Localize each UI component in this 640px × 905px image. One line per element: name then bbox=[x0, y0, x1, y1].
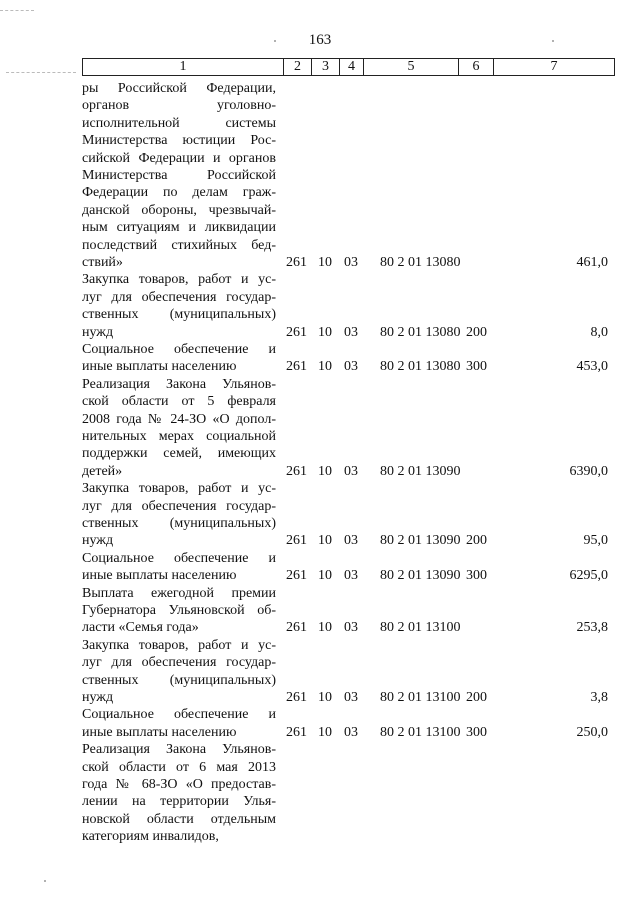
expense-type-code: 200 bbox=[466, 324, 487, 340]
header-col-4: 4 bbox=[340, 59, 364, 76]
description-line: ласти «Семья года» bbox=[82, 620, 199, 636]
description-line: 2008 года № 24-ЗО «О допол- bbox=[82, 411, 276, 427]
header-col-5: 5 bbox=[364, 59, 459, 76]
scan-artifact bbox=[44, 880, 46, 882]
description-line: иные выплаты населению bbox=[82, 724, 237, 740]
description-line: ствий» bbox=[82, 254, 123, 270]
table-row bbox=[82, 341, 622, 376]
row-values bbox=[82, 532, 622, 549]
description-line: луг для обеспечения государ- bbox=[82, 498, 276, 514]
description-line: исполнительной системы bbox=[82, 115, 276, 131]
description-line: Федерации по делам граж- bbox=[82, 185, 276, 201]
admin-code: 261 bbox=[286, 568, 307, 584]
table-row bbox=[82, 80, 622, 271]
subsection-code: 03 bbox=[344, 324, 358, 340]
description-line: Министерства Российской bbox=[82, 167, 276, 183]
description-line: луг для обеспечения государ- bbox=[82, 655, 276, 671]
description-line: нительных мерах социальной bbox=[82, 428, 276, 444]
description-line: ры Российской Федерации, bbox=[82, 81, 276, 96]
description-line: Реализация Закона Ульянов- bbox=[82, 376, 276, 392]
row-description bbox=[82, 80, 276, 271]
admin-code: 261 bbox=[286, 255, 307, 270]
description-line: Социальное обеспечение и bbox=[82, 550, 276, 566]
description-line: Реализация Закона Ульянов- bbox=[82, 742, 276, 758]
subsection-code: 03 bbox=[344, 255, 358, 270]
scan-edge-mark bbox=[0, 10, 34, 11]
section-code: 10 bbox=[318, 359, 332, 375]
description-line: последствий стихийных бед- bbox=[82, 237, 276, 253]
header-col-1: 1 bbox=[83, 59, 284, 76]
target-article-code: 80 2 01 13100 bbox=[380, 689, 461, 705]
row-description bbox=[82, 741, 276, 845]
description-line: нужд bbox=[82, 324, 114, 340]
description-line: Закупка товаров, работ и ус- bbox=[82, 481, 276, 497]
table-row bbox=[82, 376, 622, 480]
subsection-code: 03 bbox=[344, 689, 358, 705]
description-line: иные выплаты населению bbox=[82, 568, 237, 584]
description-line: нужд bbox=[82, 689, 114, 705]
row-values bbox=[82, 324, 622, 341]
section-code: 10 bbox=[318, 324, 332, 340]
amount: 6390,0 bbox=[569, 463, 608, 479]
section-code: 10 bbox=[318, 620, 332, 636]
table-row bbox=[82, 741, 622, 845]
amount: 6295,0 bbox=[569, 568, 608, 584]
row-values bbox=[82, 689, 622, 706]
scan-edge-mark bbox=[6, 72, 76, 73]
description-line: Социальное обеспечение и bbox=[82, 707, 276, 723]
description-line: Губернатора Ульяновской об- bbox=[82, 602, 276, 618]
header-col-6: 6 bbox=[459, 59, 494, 76]
admin-code: 261 bbox=[286, 359, 307, 375]
expense-type-code: 300 bbox=[466, 568, 487, 584]
row-values bbox=[82, 254, 622, 271]
description-line: ственных (муниципальных) bbox=[82, 515, 276, 531]
description-line: ным ситуациям и ликвидации bbox=[82, 220, 276, 236]
description-line: лении на территории Улья- bbox=[82, 794, 276, 810]
scan-artifact bbox=[274, 40, 276, 42]
subsection-code: 03 bbox=[344, 724, 358, 740]
description-line: новской области отдельным bbox=[82, 811, 276, 827]
target-article-code: 80 2 01 13090 bbox=[380, 533, 461, 549]
table-row bbox=[82, 637, 622, 707]
row-values bbox=[82, 567, 622, 584]
page-number: 163 bbox=[308, 32, 332, 48]
target-article-code: 80 2 01 13100 bbox=[380, 620, 461, 636]
subsection-code: 03 bbox=[344, 568, 358, 584]
section-code: 10 bbox=[318, 689, 332, 705]
table-header-row bbox=[82, 58, 615, 76]
description-line: сийской Федерации и органов bbox=[82, 150, 276, 166]
amount: 95,0 bbox=[583, 533, 608, 549]
amount: 3,8 bbox=[590, 689, 608, 705]
admin-code: 261 bbox=[286, 689, 307, 705]
table-row bbox=[82, 706, 622, 741]
row-values bbox=[82, 724, 622, 741]
description-line: Социальное обеспечение и bbox=[82, 342, 276, 357]
table-row bbox=[82, 585, 622, 637]
amount: 250,0 bbox=[576, 724, 608, 740]
description-line: Выплата ежегодной премии bbox=[82, 585, 276, 601]
target-article-code: 80 2 01 13090 bbox=[380, 568, 461, 584]
admin-code: 261 bbox=[286, 324, 307, 340]
table-row bbox=[82, 480, 622, 550]
target-article-code: 80 2 01 13080 bbox=[380, 324, 461, 340]
admin-code: 261 bbox=[286, 620, 307, 636]
header-col-7: 7 bbox=[494, 59, 615, 76]
header-col-2: 2 bbox=[284, 59, 312, 76]
amount: 453,0 bbox=[576, 359, 608, 375]
header-col-3: 3 bbox=[312, 59, 340, 76]
description-line: ской области от 6 мая 2013 bbox=[82, 759, 276, 775]
amount: 253,8 bbox=[576, 620, 608, 636]
subsection-code: 03 bbox=[344, 463, 358, 479]
row-values bbox=[82, 463, 622, 480]
description-line: нужд bbox=[82, 533, 114, 549]
description-line: данской обороны, чрезвычай- bbox=[82, 202, 276, 218]
description-line: детей» bbox=[82, 463, 123, 479]
amount: 8,0 bbox=[590, 324, 608, 340]
description-line: года № 68-ЗО «О предостав- bbox=[82, 776, 276, 792]
expense-type-code: 200 bbox=[466, 689, 487, 705]
expense-type-code: 200 bbox=[466, 533, 487, 549]
description-line: ской области от 5 февраля bbox=[82, 394, 276, 410]
description-line: Закупка товаров, работ и ус- bbox=[82, 272, 276, 288]
section-code: 10 bbox=[318, 568, 332, 584]
table-row bbox=[82, 271, 622, 341]
admin-code: 261 bbox=[286, 463, 307, 479]
subsection-code: 03 bbox=[344, 533, 358, 549]
expense-type-code: 300 bbox=[466, 359, 487, 375]
section-code: 10 bbox=[318, 533, 332, 549]
description-line: Закупка товаров, работ и ус- bbox=[82, 637, 276, 653]
section-code: 10 bbox=[318, 463, 332, 479]
section-code: 10 bbox=[318, 724, 332, 740]
section-code: 10 bbox=[318, 255, 332, 270]
description-line: иные выплаты населению bbox=[82, 359, 237, 375]
target-article-code: 80 2 01 13080 bbox=[380, 255, 461, 270]
expense-type-code: 300 bbox=[466, 724, 487, 740]
amount: 461,0 bbox=[576, 255, 608, 270]
target-article-code: 80 2 01 13100 bbox=[380, 724, 461, 740]
admin-code: 261 bbox=[286, 533, 307, 549]
admin-code: 261 bbox=[286, 724, 307, 740]
subsection-code: 03 bbox=[344, 620, 358, 636]
table-row bbox=[82, 550, 622, 585]
row-values bbox=[82, 358, 622, 375]
target-article-code: 80 2 01 13080 bbox=[380, 359, 461, 375]
description-line: поддержки семей, имеющих bbox=[82, 446, 276, 462]
scan-artifact bbox=[552, 40, 554, 42]
target-article-code: 80 2 01 13090 bbox=[380, 463, 461, 479]
description-line: категориям инвалидов, bbox=[82, 829, 219, 845]
row-values bbox=[82, 619, 622, 636]
description-line: луг для обеспечения государ- bbox=[82, 289, 276, 305]
description-line: Министерства юстиции Рос- bbox=[82, 133, 276, 149]
description-line: ственных (муниципальных) bbox=[82, 307, 276, 323]
description-line: ственных (муниципальных) bbox=[82, 672, 276, 688]
subsection-code: 03 bbox=[344, 359, 358, 375]
description-line: органов уголовно- bbox=[82, 98, 276, 114]
